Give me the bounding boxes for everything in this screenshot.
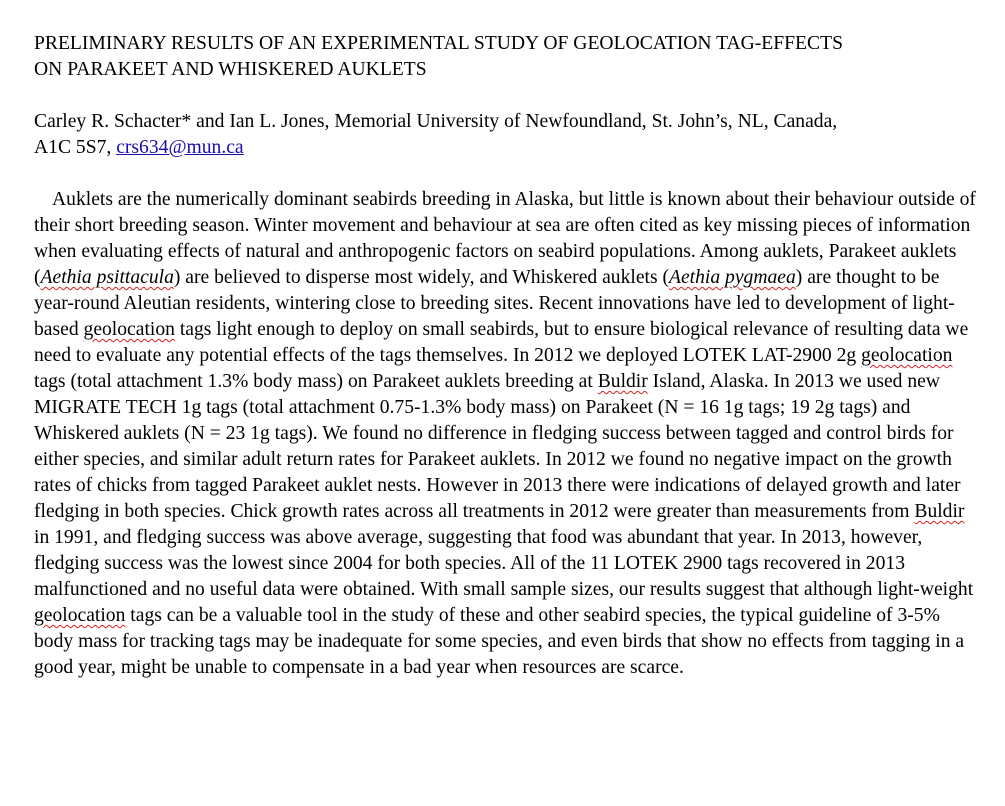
abstract-paragraph — [34, 187, 980, 681]
authors-text: Carley R. Schacter* and Ian L. Jones, Memorial University of Newfoundland, St. John’s, NL, Canada, — [34, 111, 838, 132]
abstract-text: in 1991, and fledging success was above average, suggesting that food was abundant that year. In 2013, however, fledging success was the lowest since 2004 for both species. All of the 11 LOTEK 2900 tags recovered in 2013 malfunctioned and no useful data were obtained. With small sample sizes, our results suggest that although light-weight — [34, 527, 974, 600]
species-name-psittacula: Aethia psittacula — [40, 267, 174, 288]
title-line-1: PRELIMINARY RESULTS OF AN EXPERIMENTAL STUDY OF GEOLOCATION TAG-EFFECTS — [34, 33, 843, 54]
spellcheck-word: Buldir — [914, 501, 965, 522]
abstract-text: tags can be a valuable tool in the study of these and other seabird species, the typical guideline of 3-5% body mass for tracking tags may be inadequate for some species, and even birds that show no effects from tagging in a good year, might be unable to compensate in a bad year when resources are scarce. — [34, 605, 965, 678]
abstract-text: tags (total attachment 1.3% body mass) on Parakeet auklets breeding at — [34, 371, 598, 392]
authors-text-continued: A1C 5S7, — [34, 137, 117, 158]
email-link[interactable]: crs634@mun.ca — [116, 137, 244, 158]
title-line-2: ON PARAKEET AND WHISKERED AUKLETS — [34, 59, 427, 80]
species-name-pygmaea: Aethia pygmaea — [669, 267, 796, 288]
abstract-text: ) are thought to be year-round Aleutian residents, wintering close to breeding sites. Recent innovations have led to development of light-based — [34, 267, 955, 340]
abstract-text: ) are believed to disperse most widely, and Whiskered auklets ( — [173, 267, 670, 288]
spellcheck-word: geolocation — [83, 319, 175, 340]
abstract-text: Auklets are the numerically dominant seabirds breeding in Alaska, but little is known about their behaviour outside of their short breeding season. Winter movement and behaviour at sea are often cited as key missing pieces of information when evaluating effects of natural and anthropogenic factors on seabird populations. Among auklets, Parakeet auklets ( — [34, 189, 976, 288]
spellcheck-word: geolocation — [861, 345, 953, 366]
abstract-text: tags light enough to deploy on small seabirds, but to ensure biological relevance of resulting data we need to evaluate any potential effects of the tags themselves. In 2012 we deployed LOTEK LAT-2900 2g — [34, 319, 969, 366]
spellcheck-word: geolocation — [34, 605, 126, 626]
spellcheck-word: Buldir — [597, 371, 648, 392]
document-title — [34, 31, 984, 83]
author-affiliation — [34, 109, 984, 161]
abstract-text: Island, Alaska. In 2013 we used new MIGRATE TECH 1g tags (total attachment 0.75-1.3% body mass) on Parakeet (N = 16 1g tags; 19 2g tags) and Whiskered auklets (N = 23 1g tags). We found no difference in fledging success between tagged and control birds for either species, and similar adult return rates for Parakeet auklets. In 2012 we found no negative impact on the growth rates of chicks from tagged Parakeet auklet nests. However in 2013 there were indications of delayed growth and later fledging in both species. Chick growth rates across all treatments in 2012 were greater than measurements from — [34, 371, 961, 522]
